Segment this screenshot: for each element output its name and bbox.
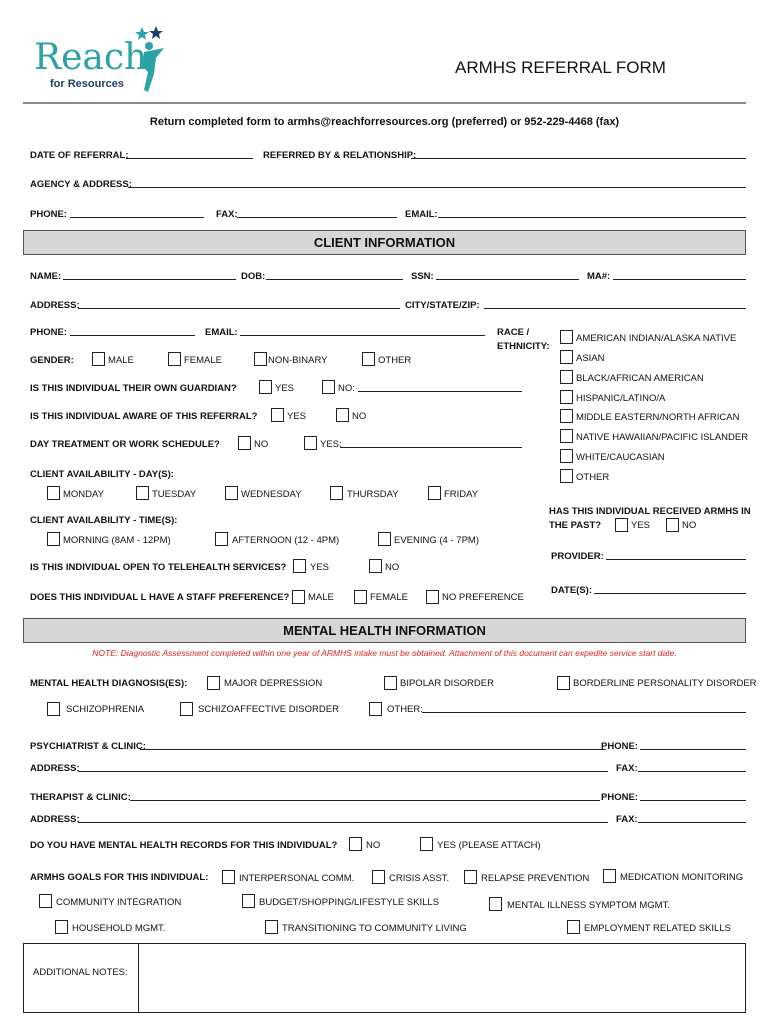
therapist-label: THERAPIST & CLINIC: <box>30 792 131 803</box>
telehealth-yes-checkbox[interactable] <box>293 559 306 573</box>
dx-borderline-checkbox[interactable] <box>557 676 570 690</box>
staff-no-preference-checkbox[interactable] <box>426 590 439 604</box>
goal-medication-label: MEDICATION MONITORING <box>620 872 744 883</box>
dx-major-depression-checkbox[interactable] <box>207 676 220 690</box>
race-black-checkbox[interactable] <box>560 370 573 384</box>
form-title: ARMHS REFERRAL FORM <box>455 58 666 77</box>
diagnostic-note: NOTE: Diagnostic Assessment completed within one year of ARMHS intake must be obtained. Attachment of this document can expedite service start date. <box>92 648 677 658</box>
records-no-label: NO <box>366 840 381 851</box>
race-hispanic-label: HISPANIC/LATINO/A <box>576 393 666 404</box>
time-afternoon-checkbox[interactable] <box>215 532 228 546</box>
client-name-label: NAME: <box>30 271 62 282</box>
time-morning-label: MORNING (8AM - 12PM) <box>63 535 171 546</box>
day-thursday-checkbox[interactable] <box>330 486 343 500</box>
referrer-fax-field[interactable] <box>237 217 397 218</box>
dx-bipolar-label: BIPOLAR DISORDER <box>400 678 494 689</box>
referred-by-field[interactable] <box>411 158 746 159</box>
day-tuesday-checkbox[interactable] <box>136 486 149 500</box>
armhs-past-question-line2: THE PAST? <box>549 520 602 531</box>
psychiatrist-fax-field[interactable] <box>638 771 746 772</box>
additional-notes-label-cell <box>24 944 139 1012</box>
logo-tagline: for Resources <box>50 78 124 90</box>
therapist-fax-field[interactable] <box>638 822 746 823</box>
goal-transitioning-checkbox[interactable] <box>265 920 278 934</box>
goal-relapse-checkbox[interactable] <box>464 870 477 884</box>
dates-label: DATE(S): <box>551 585 592 596</box>
client-name-field[interactable] <box>63 279 236 280</box>
dx-other-field[interactable] <box>422 712 746 713</box>
referrer-email-label: EMAIL: <box>405 209 438 220</box>
referrer-fax-label: FAX: <box>216 209 238 220</box>
staff-female-checkbox[interactable] <box>354 590 367 604</box>
guardian-no-field[interactable] <box>358 391 522 392</box>
day-monday-checkbox[interactable] <box>47 486 60 500</box>
race-other-label: OTHER <box>576 472 610 483</box>
client-dob-field[interactable] <box>266 279 403 280</box>
mental-health-information-header: MENTAL HEALTH INFORMATION <box>23 618 746 643</box>
goal-budget-label: BUDGET/SHOPPING/LIFESTYLE SKILLS <box>259 897 440 908</box>
gender-male-checkbox[interactable] <box>92 352 105 366</box>
goal-household-label: HOUSEHOLD MGMT. <box>72 923 166 934</box>
client-email-label: EMAIL: <box>205 327 238 338</box>
goal-employment-checkbox[interactable] <box>567 920 580 934</box>
race-aian-checkbox[interactable] <box>560 330 573 344</box>
day-treatment-yes-checkbox[interactable] <box>304 436 317 450</box>
referred-by-label: REFERRED BY & RELATIONSHIP: <box>263 150 417 161</box>
goal-community-integration-label: COMMUNITY INTEGRATION <box>56 897 182 908</box>
goal-crisis-label: CRISIS ASST. <box>389 873 450 884</box>
goals-label: ARMHS GOALS FOR THIS INDIVIDUAL: <box>30 872 209 883</box>
armhs-past-question-line1: HAS THIS INDIVIDUAL RECEIVED ARMHS IN <box>549 506 751 517</box>
gender-female-label: FEMALE <box>184 355 223 366</box>
goal-employment-label: EMPLOYMENT RELATED SKILLS <box>584 923 731 934</box>
time-evening-checkbox[interactable] <box>378 532 391 546</box>
guardian-question: IS THIS INDIVIDUAL THEIR OWN GUARDIAN? <box>30 383 237 394</box>
provider-label: PROVIDER: <box>551 551 604 562</box>
psychiatrist-address-label: ADDRESS: <box>30 763 80 774</box>
gender-label: GENDER: <box>30 355 74 366</box>
goal-budget-checkbox[interactable] <box>242 894 255 908</box>
time-evening-label: EVENING (4 - 7PM) <box>394 535 479 546</box>
referrer-phone-label: PHONE: <box>30 209 67 220</box>
armhs-past-no-checkbox[interactable] <box>666 518 679 532</box>
client-dob-label: DOB: <box>241 271 266 282</box>
goal-interpersonal-label: INTERPERSONAL COMM. <box>239 873 355 884</box>
staff-female-label: FEMALE <box>370 592 409 603</box>
dx-major-depression-label: MAJOR DEPRESSION <box>224 678 323 689</box>
race-nhpi-checkbox[interactable] <box>560 429 573 443</box>
records-yes-label: YES (PLEASE ATTACH) <box>437 840 541 851</box>
agency-address-field[interactable] <box>128 187 746 188</box>
client-phone-label: PHONE: <box>30 327 67 338</box>
dx-other-label: OTHER: <box>387 704 423 715</box>
client-ssn-field[interactable] <box>436 279 579 280</box>
dx-schizoaffective-checkbox[interactable] <box>180 702 193 716</box>
additional-notes-label: ADDITIONAL NOTES: <box>33 967 128 978</box>
client-ma-label: MA#: <box>587 271 611 282</box>
dx-borderline-label: BORDERLINE PERSONALITY DISORDER <box>573 678 757 689</box>
goal-crisis-checkbox[interactable] <box>372 870 385 884</box>
armhs-past-no-label: NO <box>682 520 697 531</box>
goal-household-checkbox[interactable] <box>55 920 68 934</box>
availability-days-label: CLIENT AVAILABILITY - DAY(S): <box>30 469 174 480</box>
goal-relapse-label: RELAPSE PREVENTION <box>481 873 590 884</box>
staff-male-checkbox[interactable] <box>292 590 305 604</box>
race-black-label: BLACK/AFRICAN AMERICAN <box>576 373 704 384</box>
logo-wordmark: Reach <box>34 37 148 78</box>
telehealth-yes-label: YES <box>310 562 330 573</box>
staff-preference-question: DOES THIS INDIVIDUAL L HAVE A STAFF PREFERENCE? <box>30 592 290 603</box>
additional-notes-input[interactable] <box>139 944 745 1012</box>
goal-transitioning-label: TRANSITIONING TO COMMUNITY LIVING <box>282 923 467 934</box>
race-mena-checkbox[interactable] <box>560 409 573 423</box>
race-white-checkbox[interactable] <box>560 449 573 463</box>
psychiatrist-address-field[interactable] <box>78 771 608 772</box>
aware-question: IS THIS INDIVIDUAL AWARE OF THIS REFERRAL? <box>30 411 258 422</box>
aware-no-label: NO <box>352 411 367 422</box>
psychiatrist-phone-label: PHONE: <box>601 741 638 752</box>
staff-male-label: MALE <box>308 592 334 603</box>
goal-medication-checkbox[interactable] <box>603 869 616 883</box>
records-yes-checkbox[interactable] <box>420 837 433 851</box>
psychiatrist-field[interactable] <box>140 749 606 750</box>
goal-symptom-mgmt-label: MENTAL ILLNESS SYMPTOM MGMT. <box>507 900 670 911</box>
day-thursday-label: THURSDAY <box>347 489 399 500</box>
day-treatment-no-checkbox[interactable] <box>238 436 251 450</box>
dx-schizoaffective-label: SCHIZOAFFECTIVE DISORDER <box>198 704 339 715</box>
return-instructions: Return completed form to armhs@reachforresources.org (preferred) or 952-229-4468 (fax) <box>149 116 620 128</box>
day-treatment-question: DAY TREATMENT OR WORK SCHEDULE? <box>30 439 220 450</box>
date-of-referral-label: DATE OF REFERRAL: <box>30 150 129 161</box>
additional-notes-box <box>23 943 746 1013</box>
telehealth-no-checkbox[interactable] <box>369 559 382 573</box>
records-no-checkbox[interactable] <box>349 837 362 851</box>
armhs-past-yes-label: YES <box>631 520 651 531</box>
race-hispanic-checkbox[interactable] <box>560 390 573 404</box>
client-information-header: CLIENT INFORMATION <box>23 230 746 255</box>
therapist-address-label: ADDRESS: <box>30 814 80 825</box>
guardian-no-checkbox[interactable] <box>322 380 335 394</box>
race-other-checkbox[interactable] <box>560 469 573 483</box>
guardian-yes-label: YES <box>275 383 295 394</box>
referrer-email-field[interactable] <box>438 217 746 218</box>
race-nhpi-label: NATIVE HAWAIIAN/PACIFIC ISLANDER <box>576 432 749 443</box>
race-aian-label: AMERICAN INDIAN/ALASKA NATIVE <box>576 333 737 344</box>
armhs-past-yes-checkbox[interactable] <box>615 518 628 532</box>
psychiatrist-label: PSYCHIATRIST & CLINIC: <box>30 741 146 752</box>
gender-female-checkbox[interactable] <box>168 352 181 366</box>
client-ma-field[interactable] <box>613 279 746 280</box>
race-asian-checkbox[interactable] <box>560 350 573 364</box>
race-mena-label: MIDDLE EASTERN/NORTH AFRICAN <box>576 412 740 423</box>
client-city-field[interactable] <box>484 308 746 309</box>
goal-community-integration-checkbox[interactable] <box>39 894 52 908</box>
aware-no-checkbox[interactable] <box>336 408 349 422</box>
gender-other-label: OTHER <box>378 355 412 366</box>
telehealth-question: IS THIS INDIVIDUAL OPEN TO TELEHEALTH SERVICES? <box>30 562 287 573</box>
day-friday-checkbox[interactable] <box>428 486 441 500</box>
therapist-field[interactable] <box>130 800 600 801</box>
date-of-referral-field[interactable] <box>126 158 253 159</box>
day-treatment-no-label: NO <box>254 439 269 450</box>
logo <box>34 26 174 96</box>
race-asian-label: ASIAN <box>576 353 605 364</box>
goal-interpersonal-checkbox[interactable] <box>222 870 235 884</box>
day-treatment-yes-label: YES: <box>320 439 342 450</box>
header-divider <box>23 102 746 104</box>
records-question: DO YOU HAVE MENTAL HEALTH RECORDS FOR THIS INDIVIDUAL? <box>30 840 338 851</box>
day-monday-label: MONDAY <box>63 489 104 500</box>
aware-yes-label: YES <box>287 411 307 422</box>
psychiatrist-fax-label: FAX: <box>616 763 638 774</box>
gender-male-label: MALE <box>108 355 134 366</box>
therapist-fax-label: FAX: <box>616 814 638 825</box>
time-afternoon-label: AFTERNOON (12 - 4PM) <box>232 535 340 546</box>
goal-symptom-mgmt-checkbox[interactable] <box>489 897 502 911</box>
dx-other-checkbox[interactable] <box>369 702 382 716</box>
therapist-phone-label: PHONE: <box>601 792 638 803</box>
telehealth-no-label: NO <box>385 562 400 573</box>
therapist-phone-field[interactable] <box>640 800 746 801</box>
day-friday-label: FRIDAY <box>444 489 479 500</box>
guardian-no-label: NO: <box>338 383 355 394</box>
client-phone-field[interactable] <box>70 335 195 336</box>
availability-times-label: CLIENT AVAILABILITY - TIME(S): <box>30 515 178 526</box>
time-morning-checkbox[interactable] <box>47 532 60 546</box>
agency-address-label: AGENCY & ADDRESS: <box>30 179 132 190</box>
referrer-phone-field[interactable] <box>70 217 204 218</box>
day-wednesday-checkbox[interactable] <box>225 486 238 500</box>
client-address-field[interactable] <box>78 308 400 309</box>
day-treatment-yes-field[interactable] <box>340 447 522 448</box>
aware-yes-checkbox[interactable] <box>271 408 284 422</box>
provider-field[interactable] <box>606 559 746 560</box>
gender-nonbinary-label: NON-BINARY <box>268 355 328 366</box>
gender-nonbinary-checkbox[interactable] <box>254 352 267 366</box>
staff-no-preference-label: NO PREFERENCE <box>442 592 524 603</box>
client-ssn-label: SSN: <box>411 271 434 282</box>
diagnosis-label: MENTAL HEALTH DIAGNOSIS(ES): <box>30 678 188 689</box>
day-tuesday-label: TUESDAY <box>152 489 197 500</box>
guardian-yes-checkbox[interactable] <box>259 380 272 394</box>
race-label: RACE / <box>497 327 530 338</box>
dx-schizophrenia-checkbox[interactable] <box>47 702 60 716</box>
dx-bipolar-checkbox[interactable] <box>384 676 397 690</box>
therapist-address-field[interactable] <box>78 822 608 823</box>
client-address-label: ADDRESS: <box>30 300 80 311</box>
client-email-field[interactable] <box>240 335 485 336</box>
ethnicity-label: ETHNICITY: <box>497 341 550 352</box>
client-city-label: CITY/STATE/ZIP: <box>405 300 480 311</box>
dx-schizophrenia-label: SCHIZOPHRENIA <box>66 704 145 715</box>
psychiatrist-phone-field[interactable] <box>640 749 746 750</box>
day-wednesday-label: WEDNESDAY <box>241 489 302 500</box>
gender-other-checkbox[interactable] <box>362 352 375 366</box>
dates-field[interactable] <box>594 593 746 594</box>
race-white-label: WHITE/CAUCASIAN <box>576 452 665 463</box>
